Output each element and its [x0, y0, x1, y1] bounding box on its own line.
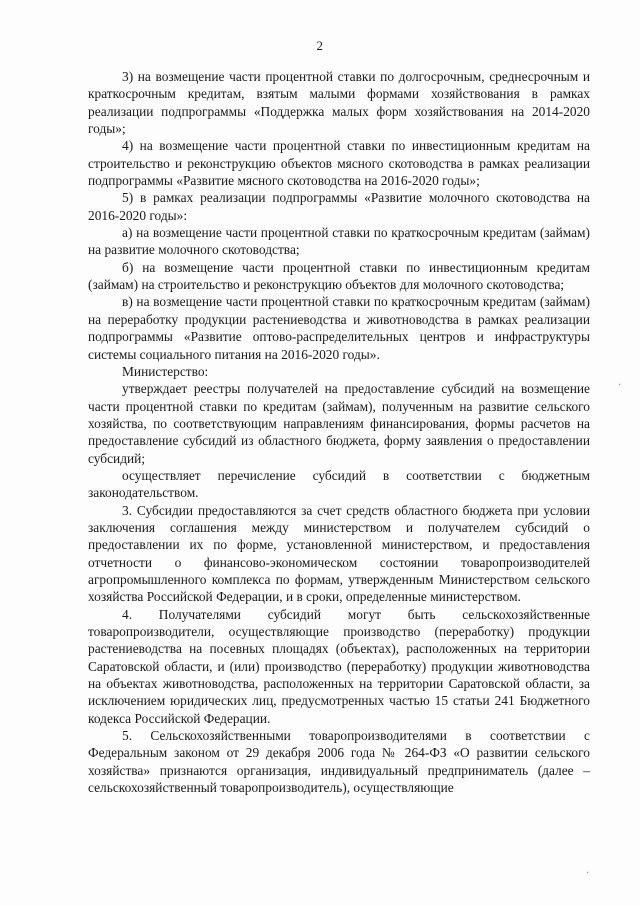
document-body: [88, 68, 590, 796]
paragraph-section-5: 5. Сельскохозяйственными товаропроизводителями в соответствии с Федеральным законом от 29 декабря 2006 года № 264-ФЗ «О развитии сельского хозяйства» признаются организация, индивидуальный предприниматель (далее – сельскохозяйственный товаропроизводитель), осуществляющие: [88, 728, 590, 796]
paragraph-section-3: 3. Субсидии предоставляются за счет средств областного бюджета при условии заключения соглашения между министерством и получателем субсидий о предоставлении их по форме, установленной министерством, и предоставления отчетности о финансово-экономическом состоянии товаропроизводителей агропромышленного комплекса по формам, утвержденным Министерством сельского хозяйства Российской Федерации, и в сроки, определенные министерством.: [88, 502, 590, 605]
paragraph-item-5: 5) в рамках реализации подпрограммы «Развитие молочного скотоводства на 2016-2020 годы»:: [88, 190, 590, 223]
paragraph-ministry-transfers: осуществляет перечисление субсидий в соответствии с бюджетным законодательством.: [88, 467, 590, 501]
paragraph-ministry-heading: Министерство:: [122, 363, 209, 379]
paragraph-ministry-approves: утверждает реестры получателей на предоставление субсидий на возмещение части процентной ставки по кредитам (займам), полученным на развитие сельского хозяйства, по соответствующим направлениям финансирования, формы расчетов на предоставление субсидий из областного бюджета, форму заявления о предоставлении субсидий;: [88, 381, 590, 466]
scan-speck: ·: [586, 868, 590, 879]
paragraph-subitem-b: б) на возмещение части процентной ставки по инвестиционным кредитам (займам) на строительство и реконструкцию объектов для молочного скотоводства;: [88, 259, 590, 293]
page-number: 2: [316, 38, 324, 53]
paragraph-item-3: 3) на возмещение части процентной ставки по долгосрочным, среднесрочным и краткосрочным кредитам, взятым малыми формами хозяйствования в рамках реализации подпрограммы «Поддержка малых форм хозяйствования на 2014-2020 годы»;: [88, 69, 590, 137]
paragraph-subitem-v: в) на возмещение части процентной ставки по краткосрочным кредитам (займам) на переработку продукции растениеводства и животноводства в рамках реализации подпрограммы «Развитие оптово-распределительных центров и инфраструктуры системы социального питания на 2016-2020 годы».: [88, 294, 590, 362]
paragraph-item-4: 4) на возмещение части процентной ставки по инвестиционным кредитам на строительство и реконструкцию объектов мясного скотоводства в рамках реализации подпрограммы «Развитие мясного скотоводства на 2016-2020 годы»;: [88, 138, 590, 189]
scan-speck: ·: [618, 380, 622, 391]
paragraph-subitem-a: а) на возмещение части процентной ставки по краткосрочным кредитам (займам) на развитие молочного скотоводства;: [88, 225, 590, 258]
paragraph-section-4: 4. Получателями субсидий могут быть сельскохозяйственные товаропроизводители, осуществляющие производство (переработку) продукции растениеводства на посевных площадях (объектах), расположенных на территории Саратовской области, и (или) производство (переработку) продукции животноводства на объектах животноводства, расположенных на территории Саратовской области, за исключением юридических лиц, предусмотренных частью 15 статьи 241 Бюджетного кодекса Российской Федерации.: [88, 606, 590, 726]
